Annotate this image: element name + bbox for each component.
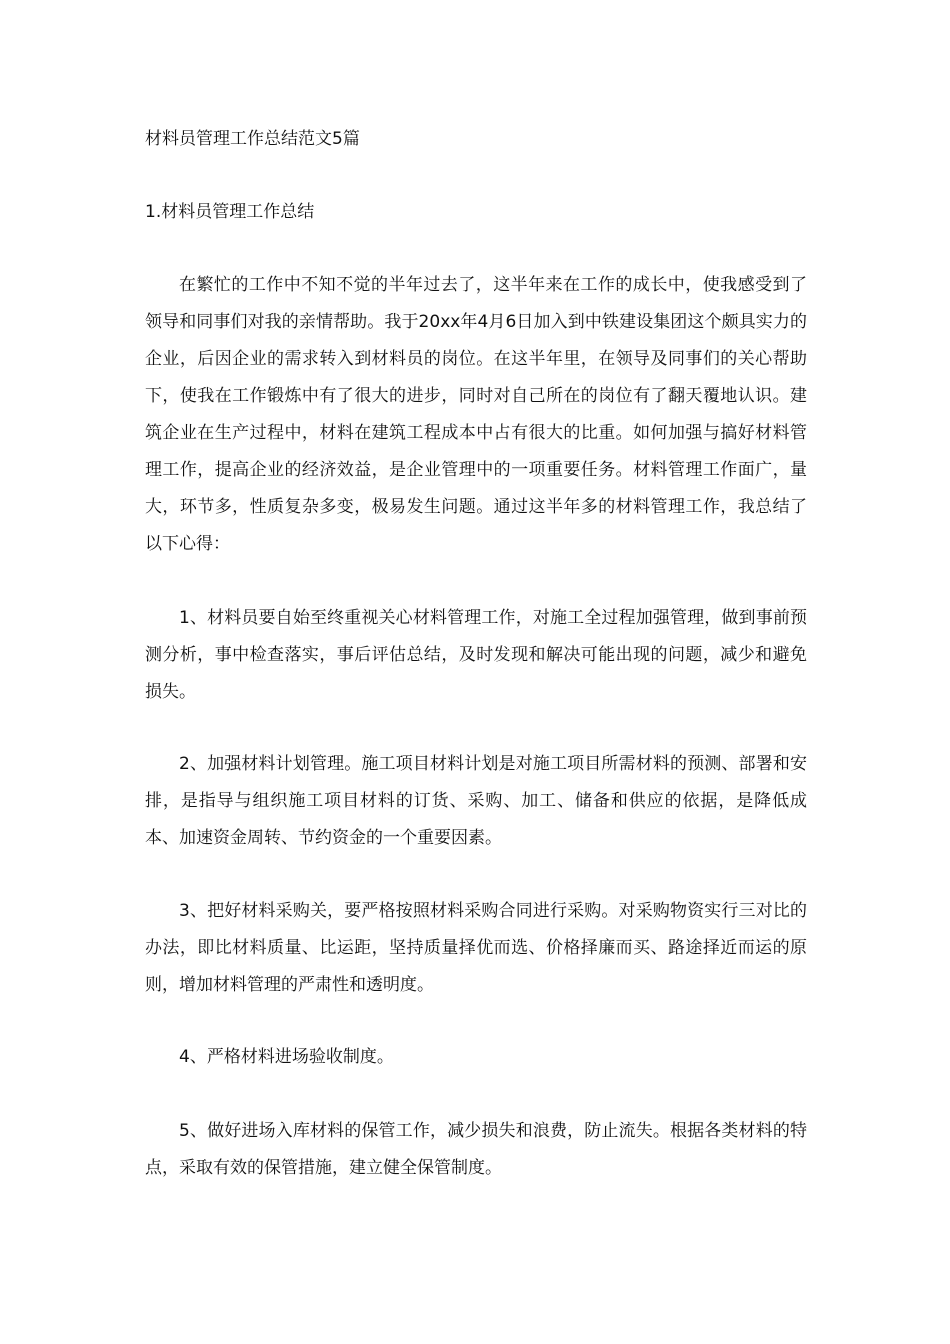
intro-paragraph: 在繁忙的工作中不知不觉的半年过去了，这半年来在工作的成长中，使我感受到了领导和同事们对我的亲情帮助。我于20xx年4月6日加入到中铁建设集团这个颇具实力的企业，后因企业的需求转入到材料员的岗位。在这半年里，在领导及同事们的关心帮助下，使我在工作锻炼中有了很大的进步，同时对自己所在的岗位有了翻天覆地认识。建筑企业在生产过程中，材料在建筑工程成本中占有很大的比重。如何加强与搞好材料管理工作，提高企业的经济效益，是企业管理中的一项重要任务。材料管理工作面广，量大，环节多，性质复杂多变，极易发生问题。通过这半年多的材料管理工作，我总结了以下心得：	[145, 275, 807, 554]
list-item: 5、做好进场入库材料的保管工作，减少损失和浪费，防止流失。根据各类材料的特点，采取有效的保管措施，建立健全保管制度。	[145, 1121, 807, 1178]
list-item: 1、材料员要自始至终重视关心材料管理工作，对施工全过程加强管理，做到事前预测分析，事中检查落实，事后评估总结，及时发现和解决可能出现的问题，减少和避免损失。	[145, 608, 807, 702]
document-title: 材料员管理工作总结范文5篇	[145, 129, 360, 149]
section-title: 1.材料员管理工作总结	[145, 202, 315, 222]
list-item: 3、把好材料采购关，要严格按照材料采购合同进行采购。对采购物资实行三对比的办法，即比材料质量、比运距，坚持质量择优而选、价格择廉而买、路途择近而运的原则，增加材料管理的严肃性和透明度。	[145, 901, 807, 995]
list-item: 4、严格材料进场验收制度。	[179, 1047, 394, 1067]
list-item: 2、加强材料计划管理。施工项目材料计划是对施工项目所需材料的预测、部署和安排，是指导与组织施工项目材料的订货、采购、加工、储备和供应的依据，是降低成本、加速资金周转、节约资金的一个重要因素。	[145, 754, 807, 848]
